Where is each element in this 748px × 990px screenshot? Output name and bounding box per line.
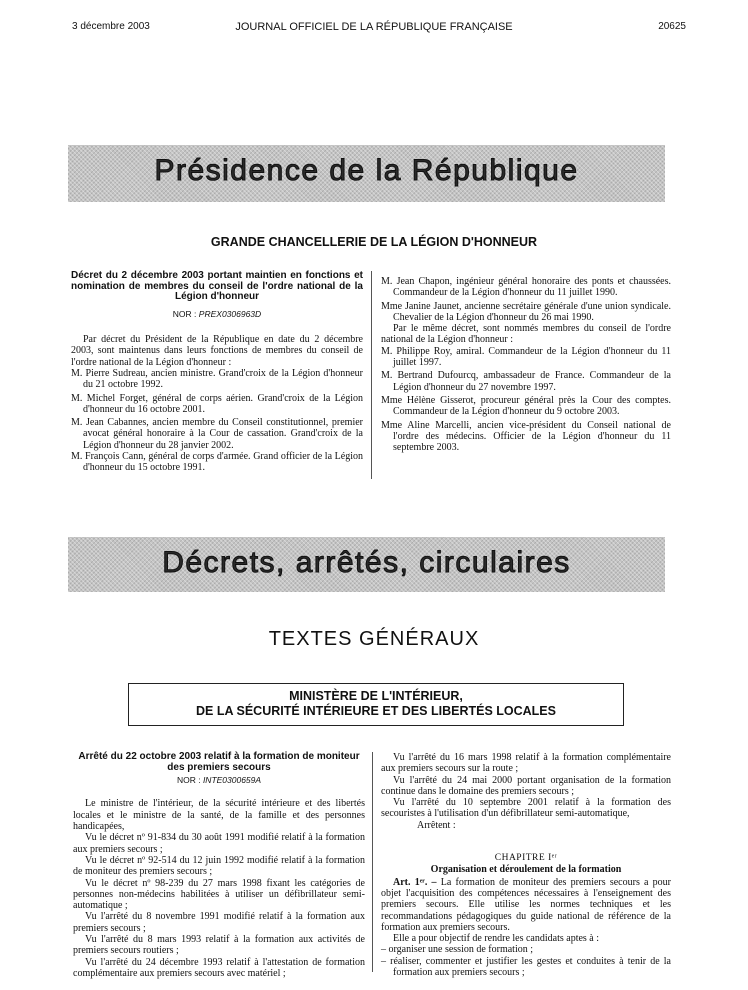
ministry-box bbox=[128, 683, 624, 726]
arrete-nor bbox=[73, 775, 365, 786]
arrete-vu: Vu le décret nº 92-514 du 12 juin 1992 modifié relatif à la formation de moniteur des premiers secours ; bbox=[73, 854, 365, 878]
ministry-line-1: MINISTÈRE DE L'INTÉRIEUR, bbox=[289, 689, 463, 703]
arrete-vu: Vu l'arrêté du 8 novembre 1991 modifié relatif à la formation aux premiers secours ; bbox=[73, 911, 365, 934]
decret-named-member: M. Bertrand Dufourcq, ambassadeur de France. Commandeur de la Légion d'honneur du 27 novembre 1997. bbox=[381, 370, 671, 393]
arrete-vu: Vu l'arrêté du 8 mars 1993 relatif à la formation aux activités de premiers secours routiers ; bbox=[73, 934, 365, 957]
arrete-arretent: Arrêtent : bbox=[417, 819, 456, 831]
decret-title: Décret du 2 décembre 2003 portant maintien en fonctions et nomination de membres du conseil de l'ordre national de la Légion d'honneur bbox=[71, 270, 363, 303]
arrete-vu: Vu le décret nº 98-239 du 27 mars 1998 fixant les catégories de personnes non-médecins habilitées à utiliser un défibrillateur semi-automatique ; bbox=[73, 877, 365, 912]
arrete-vu: Vu l'arrêté du 24 décembre 1993 relatif à l'attestation de formation complémentaire aux premiers secours avec matériel ; bbox=[73, 956, 365, 979]
arrete-vu: Vu l'arrêté du 24 mai 2000 portant organisation de la formation continue dans le domaine des premiers secours ; bbox=[381, 774, 671, 797]
header-date: 3 décembre 2003 bbox=[72, 21, 150, 32]
arrete-title: Arrêté du 22 octobre 2003 relatif à la formation de moniteur des premiers secours bbox=[78, 751, 360, 773]
article-1-item: – réaliser, commenter et justifier les gestes et conduites à tenir de la formation aux premiers secours ; bbox=[381, 955, 671, 979]
decret-nor bbox=[71, 309, 363, 320]
decret-column-left bbox=[71, 271, 363, 474]
decret-member: Mme Janine Jaunet, ancienne secrétaire générale d'une union syndicale. Chevalier de la Légion d'honneur du 26 mai 1990. bbox=[381, 300, 671, 323]
decret-named-member: Mme Aline Marcelli, ancien vice-président du Conseil national de l'ordre des médecins. Officier de la Légion d'honneur du 11 septembre 2003. bbox=[381, 419, 671, 454]
banner-decrets bbox=[68, 537, 665, 592]
decret-member: M. Michel Forget, général de corps aérien. Grand'croix de la Légion d'honneur du 16 octobre 2001. bbox=[71, 392, 363, 415]
column-divider bbox=[371, 271, 372, 479]
arrete-nor-label: NOR : bbox=[176, 775, 201, 786]
article-1-item: – organiser une session de formation ; bbox=[381, 944, 534, 956]
decret-nor-code: PREX0306963D bbox=[198, 308, 262, 319]
chapter-heading: CHAPITRE Iᵉʳ bbox=[494, 853, 558, 864]
decret-named-member: M. Philippe Roy, amiral. Commandeur de la Légion d'honneur du 11 juillet 1997. bbox=[381, 345, 671, 369]
arrete-vu: Vu l'arrêté du 10 septembre 2001 relatif à la formation des secouristes à l'utilisation d'un défibrillateur semi-automatique, bbox=[381, 797, 671, 820]
decret-named-member: Mme Hélène Gisserot, procureur général près la Cour des comptes. Commandeur de la Légion d'honneur du 9 octobre 2003. bbox=[381, 394, 671, 418]
section-title-legion-honneur: GRANDE CHANCELLERIE DE LA LÉGION D'HONNEUR bbox=[210, 235, 538, 249]
decret-member: M. Pierre Sudreau, ancien ministre. Grand'croix de la Légion d'honneur du 21 octobre 1992. bbox=[71, 367, 363, 391]
decret-column-right bbox=[381, 276, 671, 453]
header-page-number: 20625 bbox=[658, 21, 686, 32]
section-title-textes-generaux: TEXTES GÉNÉRAUX bbox=[268, 628, 480, 650]
arrete-intro: Le ministre de l'intérieur, de la sécurité intérieure et des libertés locales et le ministre de la santé, de la famille et des personnes handicapées, bbox=[73, 798, 365, 833]
decret-nor-label: NOR : bbox=[172, 308, 197, 319]
banner-presidence-text: Présidence de la République bbox=[154, 154, 579, 187]
banner-decrets-text: Décrets, arrêtés, circulaires bbox=[162, 546, 571, 579]
ministry-line-2: DE LA SÉCURITÉ INTÉRIEURE ET DES LIBERTÉS LOCALES bbox=[196, 704, 556, 718]
arrete-nor-code: INTE0300659A bbox=[202, 775, 262, 786]
decret-intro: Par décret du Président de la République en date du 2 décembre 2003, sont maintenus dans leurs fonctions de membres du conseil de l'ordre national de la Légion d'honneur : bbox=[71, 334, 363, 368]
decret-named-intro: Par le même décret, sont nommés membres du conseil de l'ordre national de la Légion d'honneur : bbox=[381, 323, 671, 346]
banner-presidence bbox=[68, 145, 665, 202]
article-1-label: Art. 1ᵉʳ. – bbox=[393, 876, 437, 888]
article-1 bbox=[381, 877, 671, 933]
arrete-column-right bbox=[381, 752, 671, 978]
arrete-vu: Vu le décret nº 91-834 du 30 août 1991 modifié relatif à la formation aux premiers secours ; bbox=[73, 832, 365, 855]
header-journal-title: JOURNAL OFFICIEL DE LA RÉPUBLIQUE FRANÇAISE bbox=[235, 21, 513, 33]
article-1-text: La formation de moniteur des premiers secours a pour objet l'acquisition des compétences nécessaires à l'enseignement des premiers secours. Elle utilise les normes techniques et les recommandations pédagogiques du guide national de référence de la formation aux premiers secours. bbox=[381, 876, 672, 933]
column-divider bbox=[372, 752, 373, 972]
article-1-goal: Elle a pour objectif de rendre les candidats aptes à : bbox=[393, 933, 600, 945]
arrete-vu: Vu l'arrêté du 16 mars 1998 relatif à la formation complémentaire aux premiers secours sur la route ; bbox=[381, 752, 671, 775]
decret-member: M. Jean Chapon, ingénieur général honoraire des ponts et chaussées. Commandeur de la Légion d'honneur du 11 juillet 1990. bbox=[381, 276, 671, 299]
decret-member: M. François Cann, général de corps d'armée. Grand officier de la Légion d'honneur du 15 octobre 1991. bbox=[71, 451, 363, 474]
decret-member: M. Jean Cabannes, ancien membre du Conseil constitutionnel, premier avocat général honoraire à la Cour de cassation. Grand'croix de la Légion d'honneur du 28 janvier 2002. bbox=[71, 417, 363, 451]
chapter-title: Organisation et déroulement de la formation bbox=[430, 864, 622, 876]
arrete-column-left bbox=[73, 752, 365, 979]
